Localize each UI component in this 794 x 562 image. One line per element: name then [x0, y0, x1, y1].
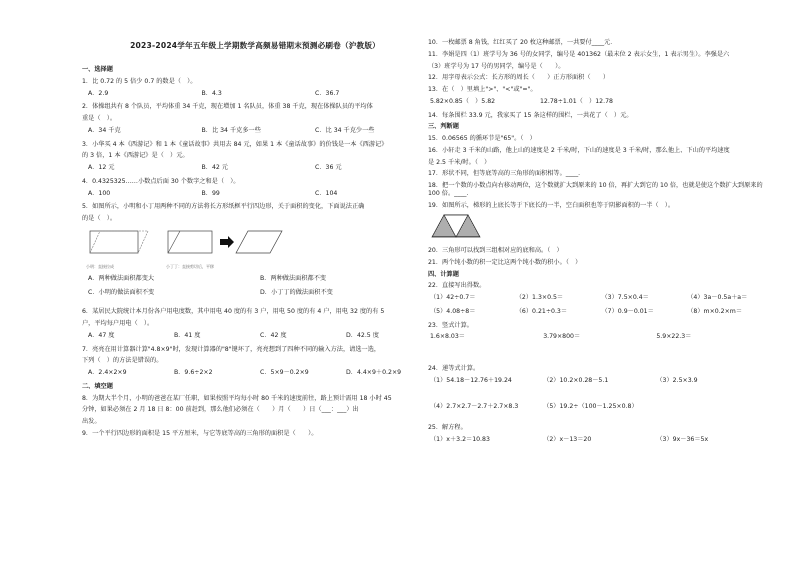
option: A．12 元	[88, 164, 115, 171]
figure-caption: 小明：直接拉成	[86, 263, 114, 269]
option: A．100	[88, 189, 111, 197]
compare-item: 12.78÷1.01（ ）12.78	[540, 97, 613, 105]
question-9: 9．一个平行四边形的面积是 15 平方厘米，与它等底等高的三角形的面积是（ ）。	[82, 429, 318, 437]
question-2	[82, 103, 432, 123]
option: A．2.4×2×9	[88, 369, 127, 376]
question-23: 23．竖式计算。	[428, 321, 473, 329]
calc-item: （1）42÷0.7＝	[430, 294, 476, 301]
question-13: 13．在（ ）里填上">"、"<"或"="。	[428, 86, 537, 93]
xiaoming-figure	[86, 227, 156, 269]
question-11	[428, 51, 773, 71]
question-8	[82, 395, 432, 426]
calc-item: （3）7.5×0.4＝	[601, 294, 649, 301]
question-text: 16．小轩走 3 千米的山路，他上山的速度是 2 千米/时，下山的速度是 3 千米/时，那么他上、下山的平均速度	[428, 146, 730, 154]
calc-item: （5）4.08÷8＝	[430, 307, 476, 315]
question-text: 是 2.5 千米/时。（ ）	[428, 158, 491, 166]
question-15: 15．0.06565 的循环节是"65"。（ ）	[428, 135, 536, 142]
option: D．4.4×9＋0.2×9	[346, 369, 402, 376]
trapezoid-diagram	[430, 213, 482, 239]
question-16	[428, 147, 773, 167]
question-22-row-1	[428, 294, 773, 302]
equation-item: （3）9x－36＝5x	[656, 436, 709, 443]
question-1-options	[82, 90, 432, 98]
question-3	[82, 141, 432, 161]
option: B．4.3	[201, 89, 222, 97]
question-24-row-1	[428, 377, 773, 385]
option: C．36 元	[315, 164, 342, 171]
calc-item: （5）19.2÷（100－1.25×0.8）	[543, 402, 638, 410]
question-17: 17．形状不同，但等底等高的三角形的面积相等。____．	[428, 170, 585, 178]
cut-and-shift-diagram	[166, 227, 284, 261]
question-text: 户，平均每户用电（ ）。	[82, 320, 154, 327]
calc-item: （4）3a－0.5a＋a＝	[687, 294, 748, 301]
option: B．42 元	[201, 164, 228, 171]
section-heading: 二、填空题	[82, 382, 113, 390]
option: A．两种做法面积都变大	[88, 274, 155, 282]
question-23-items	[428, 333, 773, 341]
calc-item: 1.6×8.03＝	[430, 333, 465, 341]
question-text: 出发。	[82, 418, 101, 425]
question-1: 1．比 0.72 的 5 倍少 0.7 的数是（ ）。	[82, 77, 197, 85]
question-7-options	[82, 369, 432, 377]
trapezoid-figure	[430, 213, 773, 242]
question-5-figure	[86, 227, 432, 269]
question-7	[82, 346, 432, 366]
question-24: 24．递等式计算。	[428, 365, 480, 372]
question-10: 10．一枚邮票 8 角钱，红红买了 20 枚这种邮票，一共要付____元．	[428, 39, 617, 46]
page-title: 2023-2024学年五年级上学期数学高频易错期末预测必刷卷（沪教版）	[130, 41, 380, 50]
option: B．99	[201, 189, 220, 197]
question-12: 12．用字母表示公式：长方形的周长（ ）正方形面积（ ）	[428, 74, 610, 82]
option: C．42 度	[260, 331, 287, 339]
option: C．比 34 千克少一些	[315, 126, 375, 134]
question-text: 5．如图所示，小明和小丁用两种不同的方法将长方形纸框平行四边形，关于面积的变化，下面说法正确	[82, 203, 365, 211]
question-text: 的 3 倍，1 本《西游记》是（ ）元。	[82, 152, 189, 160]
question-24-row-2	[428, 403, 773, 411]
question-text: 3．小华买 4 本《西游记》和 1 本《童话故事》共用去 84 元，如果 1 本《童话故事》的价钱是一本《西游记》	[82, 140, 388, 148]
figure-caption: 小丁丁：直接剪切后，平移	[166, 263, 214, 269]
question-text: 的是（ ）。	[82, 215, 117, 222]
calc-item: （4）2.7×2.7－2.7＋2.7×8.3	[430, 402, 519, 410]
question-text: 6．某居民大院统计本月份各户用电度数，其中用电 40 度的有 3 户，用电 50 度的有 4 户，用电 32 度的有 5	[82, 308, 385, 316]
calc-item: （3）2.5×3.9	[656, 376, 698, 384]
question-4-options	[82, 190, 432, 198]
question-5-options	[82, 275, 432, 303]
option: A．47 度	[88, 331, 115, 339]
question-text: 11．李娟是四（1）班学号为 36 号的女同学，编号是 401362（最末位 2 表示女生，1 表示男生）。李强是六	[428, 50, 730, 58]
question-6	[82, 308, 432, 328]
question-5	[82, 203, 432, 223]
question-4: 4．0.4325325……小数点后面 30 个数字之和是（ ）。	[82, 177, 240, 185]
question-21: 21．两个纯小数的积一定比这两个纯小数的积小。（ ）	[428, 258, 582, 266]
right-column	[428, 39, 773, 450]
question-text: 2．体操组共有 8 个队员，平均体重 34 千克，现在增加 1 名队员，体重 38 千克，现在体操队员的平均体	[82, 103, 373, 111]
calc-item: （2）1.3×0.5＝	[515, 294, 564, 301]
question-text: （3）班学号为 17 号的男同学，编号是（ ）。	[428, 62, 565, 70]
question-13-items	[428, 98, 773, 106]
option: B．9.6÷2×2	[174, 369, 213, 376]
question-text: 分钟，如果必须在 2 月 18 日 8：00 前赶到，那么他们必须在（ ）月（ ）日（___：___）出	[82, 406, 359, 414]
calc-item: （6）0.21÷0.3＝	[515, 307, 568, 315]
question-19: 19．如图所示，梯形的上底长等于下底长的一半，空白面积也等于阴影面积的一半（ ）。	[428, 201, 675, 209]
question-20: 20．三角形可以找到三组相对应的底和高。（ ）	[428, 247, 563, 254]
equation-item: （1）x＋3.2＝10.83	[430, 436, 490, 443]
option: A．2.9	[88, 89, 109, 97]
calc-item: （1）54.18－12.76＋19.24	[430, 376, 512, 384]
question-6-options	[82, 332, 432, 340]
question-25: 25．解方程。	[428, 424, 467, 432]
question-22: 22．直接写出得数。	[428, 282, 486, 290]
option: C．36.7	[315, 89, 340, 97]
calc-item: 3.79×800＝	[543, 333, 581, 341]
compare-item: 5.82×0.85（ ）5.82	[430, 97, 496, 105]
equation-item: （2）x－13＝20	[543, 436, 592, 443]
question-25-items	[428, 436, 773, 444]
calc-item: 5.9×22.3＝	[656, 333, 692, 341]
question-14: 14．每条围栏 33.9 元，我家买了 15 条这样的围栏，一共花了（ ）元。	[428, 111, 633, 119]
option: B．两种做法面积都不变	[260, 274, 327, 282]
calc-item: （7）0.9－0.01＝	[601, 307, 654, 315]
xiaoding-figure	[166, 227, 286, 269]
calc-item: （2）10.2×0.28－5.1	[543, 376, 609, 384]
parallelogram-diagram	[86, 227, 152, 261]
question-22-row-2	[428, 308, 773, 316]
section-heading: 三、判断题	[428, 123, 459, 131]
option: C．5×9－0.2×9	[260, 369, 309, 376]
option: A．34 千克	[88, 126, 121, 134]
question-text: 8．为期大半个月，小明的爸爸在某厂任职，如果按照平均每小时 80 千米的速度前往，路上预计需用 18 小时 45	[82, 394, 392, 402]
question-3-options	[82, 164, 432, 172]
section-heading: 四、计算题	[428, 270, 459, 278]
question-2-options	[82, 127, 432, 135]
question-text: 下列（ ）的方法是错误的。	[82, 357, 163, 365]
calc-item: （8）m×0.2×m＝	[687, 307, 743, 315]
section-heading: 一、选择题	[82, 66, 113, 73]
question-text: 重是（ ）。	[82, 115, 117, 122]
question-text: 7．亮亮在用计算器计算"4.8×9"时，发现计算器的"8"键坏了，亮亮想到了四种不同的输入方法，请选一选，	[82, 345, 381, 353]
option: D．小丁丁的做法面积不变	[260, 288, 333, 296]
option: C．小明的做法面积不变	[88, 288, 155, 296]
option: B．41 度	[174, 331, 201, 339]
option: D．42.5 度	[346, 331, 379, 339]
left-column	[82, 63, 432, 442]
question-18: 18．把一个数的小数点向右移动两位，这个数就扩大到原来的 10 倍，再扩大到它的 10 倍，也就是使这个数扩大到原来的 100 倍。____．	[428, 182, 763, 197]
option: C．104	[315, 189, 338, 197]
option: B．比 34 千克多一些	[201, 126, 261, 134]
